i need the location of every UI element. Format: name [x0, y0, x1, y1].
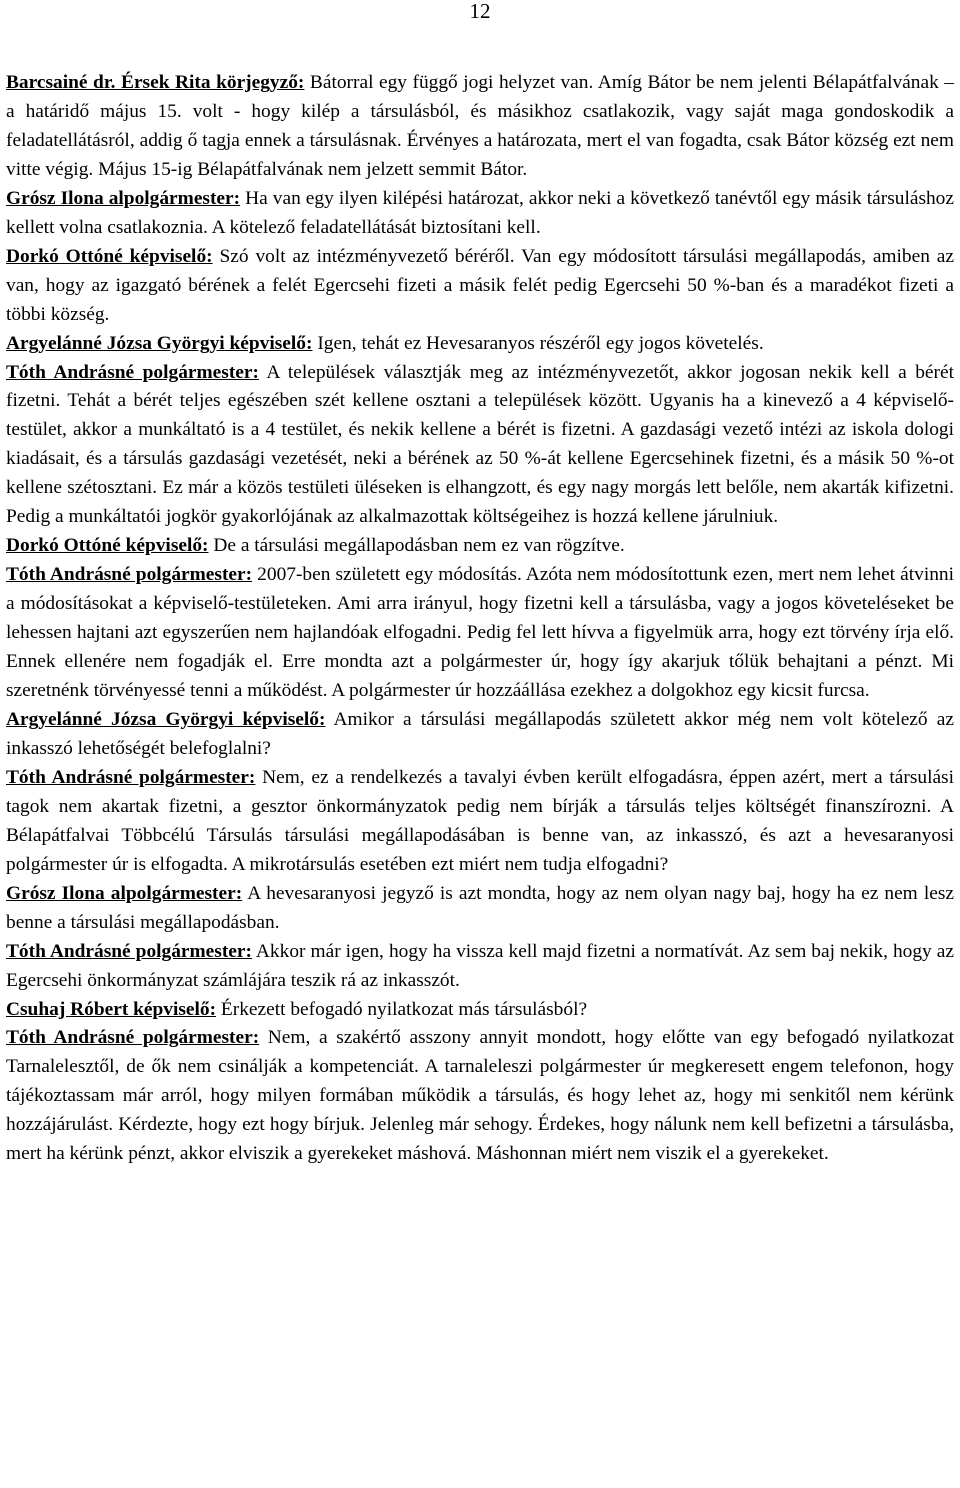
speaker-name: Dorkó Ottóné képviselő: — [6, 535, 209, 557]
paragraph — [6, 996, 954, 1025]
paragraph — [6, 243, 954, 330]
statement-text: De a társulási megállapodásban nem ez van rögzítve. — [208, 535, 625, 557]
statement-text: Nem, ez a rendelkezés a tavalyi évben került elfogadásra, éppen azért, mert a társulási tagok nem akartak fizetni, a gesztor önkormányzatok pedig nem bírják a társulás teljes költségét finanszírozni. A Bélapátfalvai Többcélú Társulás társulási megállapodásában is benne van, az inkasszó, és azt a hevesaranyosi polgármester úr is elfogadta. A mikrotársulás esetében ezt miért nem tudja elfogadni? — [6, 766, 954, 875]
paragraph — [6, 69, 954, 185]
page-number: 12 — [469, 0, 491, 23]
speaker-name: Tóth Andrásné polgármester: — [6, 361, 259, 383]
speaker-name: Tóth Andrásné polgármester: — [6, 940, 252, 962]
paragraph — [6, 880, 954, 938]
speaker-name: Csuhaj Róbert képviselő: — [6, 998, 217, 1020]
paragraph — [6, 1024, 954, 1169]
speaker-name: Grósz Ilona alpolgármester: — [6, 882, 243, 904]
paragraph — [6, 532, 954, 561]
statement-text: Érkezett befogadó nyilatkozat más társulásból? — [216, 998, 588, 1020]
paragraph — [6, 938, 954, 996]
speaker-name: Tóth Andrásné polgármester: — [6, 564, 253, 586]
paragraph — [6, 764, 954, 880]
paragraph — [6, 706, 954, 764]
speaker-name: Argyelánné Józsa Györgyi képviselő: — [6, 708, 326, 730]
speaker-name: Tóth Andrásné polgármester: — [6, 1027, 260, 1049]
statement-text: Akkor már igen, hogy ha vissza kell majd fizetni a normatívát. Az sem baj nekik, hogy az Egercsehi önkormányzat számlájára teszik rá az inkasszót. — [6, 940, 954, 991]
statement-text: 2007-ben született egy módosítás. Azóta nem módosítottunk ezen, mert nem lehet átvinni a módosításokat a képviselő-testületeken. Ami arra irányul, hogy fizetni kell a társulásba, vagy a jogos követeléseket be lehessen hajtani azt egyszerűen nem hajlandóak elfogadni. Pedig fel lett hívva a figyelmük arra, hogy ezt törvény írja elő. Ennek ellenére nem fogadják el. Erre mondta azt a polgármester úr, hogy így akarjuk tőlük behajtani a pénzt. Mi szeretnénk törvényessé tenni a működést. A polgármester úr hozzáállása ezekhez a dolgokhoz egy kicsit furcsa. — [6, 564, 954, 702]
speaker-name: Barcsainé dr. Érsek Rita körjegyző: — [6, 72, 305, 93]
minutes-body — [6, 69, 954, 1169]
statement-text: Amikor a társulási megállapodás született akkor még nem volt kötelező az inkasszó lehetőségét belefoglalni? — [6, 708, 954, 759]
speaker-name: Tóth Andrásné polgármester: — [6, 766, 256, 788]
paragraph — [6, 185, 954, 243]
paragraph — [6, 561, 954, 706]
statement-text: Nem, a szakértő asszony annyit mondott, hogy előtte van egy befogadó nyilatkozat Tarnalelesztől, de ők nem csinálják a kompetenciát. A tarnaleleszi polgármester úr megkeresett engem telefonon, hogy tájékoztassam már arról, hogy milyen formában működik a társulás, és hogy lehet az, hogy mi senkitől nem kérünk hozzájárulást. Kérdezte, hogy ezt hogy bírjuk. Jelenleg már sehogy. Érdekes, hogy nálunk nem kell befizetni a társulásba, mert ha kérünk pénzt, akkor elviszik a gyerekeket máshová. Máshonnan miért nem viszik el a gyerekeket. — [6, 1027, 954, 1165]
statement-text: Szó volt az intézményvezető béréről. Van egy módosított társulási megállapodás, amiben az van, hogy az igazgató bérének a felét Egercsehi fizeti a másik felét pedig Egercsehi 50 %-ban és a maradékot fizeti a többi község. — [6, 245, 955, 325]
statement-text: Ha van egy ilyen kilépési határozat, akkor neki a következő tanévtől egy másik társuláshoz kellett volna csatlakoznia. A kötelező feladatellátását biztosítani kell. — [6, 187, 954, 238]
speaker-name: Grósz Ilona alpolgármester: — [6, 187, 241, 209]
statement-text: A települések választják meg az intézményvezetőt, akkor jogosan nekik kell a bérét fizetni. Tehát a bérét teljes egészében szét kellene osztani a települések között. Ugyanis ha a kinevező a 4 képviselő-testület, akkor a munkáltató is a 4 testület, és nekik kellene a bérét is fizetni. A gazdasági vezető intézi az iskola dologi kiadásait, és a társulás gazdasági vezetését, neki a bérének az 50 %-át kellene Egercsehinek fizetni, és a másik 50 %-ot kellene szétosztani. Ez már a közös testületi üléseken is elhangzott, és egy nagy morgás lett belőle, nem akarták kifizetni. Pedig a munkáltatói jogkör gyakorlójának az alkalmazottak költségeihez is hozzá kellene járulniuk. — [6, 361, 954, 528]
speaker-name: Dorkó Ottóné képviselő: — [6, 245, 213, 267]
statement-text: A hevesaranyosi jegyző is azt mondta, hogy az nem olyan nagy baj, hogy ha ez nem lesz benne a társulási megállapodásban. — [6, 882, 954, 933]
paragraph — [6, 330, 954, 359]
statement-text: Bátorral egy függő jogi helyzet van. Amíg Bátor be nem jelenti Bélapátfalvának – a határidő május 15. volt - hogy kilép a társulásból, és másikhoz csatlakozik, vagy saját maga gondoskodik a feladatellátásról, addig ő tagja ennek a társulásnak. Érvényes a határozata, mert el van fogadta, csak Bátor község ezt nem vitte végig. Május 15-ig Bélapátfalvának nem jelzett semmit Bátor. — [6, 72, 954, 180]
speaker-name: Argyelánné Józsa Györgyi képviselő: — [6, 332, 313, 354]
statement-text: Igen, tehát ez Hevesaranyos részéről egy jogos követelés. — [312, 332, 764, 354]
paragraph — [6, 359, 954, 533]
